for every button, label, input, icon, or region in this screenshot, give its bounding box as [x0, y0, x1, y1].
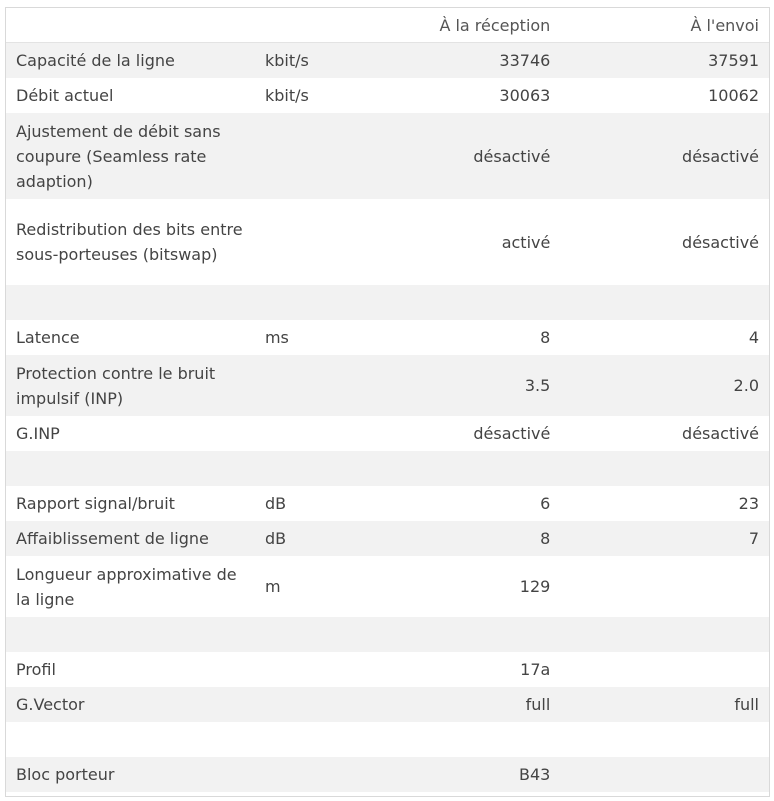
table-row: [6, 757, 769, 792]
row-label: Redistribution des bits entre sous-porteuses (bitswap): [6, 199, 255, 285]
row-unit: [255, 285, 366, 320]
row-envoi-value: désactivé: [560, 113, 769, 199]
row-reception-value: [366, 722, 561, 757]
spacer-row: [6, 285, 769, 320]
row-unit: [255, 687, 366, 722]
row-unit: [255, 617, 366, 652]
row-unit: dB: [255, 521, 366, 556]
header-envoi: À l'envoi: [560, 8, 769, 43]
row-unit: [255, 355, 366, 416]
row-label: [6, 617, 255, 652]
row-envoi-value: 7: [560, 521, 769, 556]
row-unit: [255, 113, 366, 199]
header-unit: [255, 8, 366, 43]
table-row: [6, 652, 769, 687]
row-label: Protection contre le bruit impulsif (INP): [6, 355, 255, 416]
table-row: [6, 416, 769, 451]
table-row: [6, 78, 769, 113]
row-envoi-value: désactivé: [560, 199, 769, 285]
table-row: [6, 687, 769, 722]
row-unit: [255, 416, 366, 451]
table-header-row: [6, 8, 769, 43]
row-reception-value: full: [366, 687, 561, 722]
row-reception-value: [366, 451, 561, 486]
row-unit: ms: [255, 320, 366, 355]
row-envoi-value: [560, 285, 769, 320]
header-label: [6, 8, 255, 43]
row-envoi-value: full: [560, 687, 769, 722]
row-unit: [255, 451, 366, 486]
row-label: Débit actuel: [6, 78, 255, 113]
row-label: Longueur approximative de la ligne: [6, 556, 255, 617]
row-unit: [255, 757, 366, 792]
table-row: [6, 199, 769, 285]
row-label: Latence: [6, 320, 255, 355]
row-unit: [255, 199, 366, 285]
row-label: Capacité de la ligne: [6, 43, 255, 79]
row-envoi-value: [560, 556, 769, 617]
row-envoi-value: [560, 652, 769, 687]
row-envoi-value: désactivé: [560, 416, 769, 451]
row-envoi-value: [560, 757, 769, 792]
row-reception-value: 17a: [366, 652, 561, 687]
row-reception-value: désactivé: [366, 113, 561, 199]
row-label: [6, 722, 255, 757]
table-row: [6, 556, 769, 617]
dsl-info-table: [6, 8, 769, 792]
row-unit: [255, 652, 366, 687]
row-envoi-value: 2.0: [560, 355, 769, 416]
spacer-row: [6, 451, 769, 486]
row-envoi-value: 4: [560, 320, 769, 355]
row-label: Affaiblissement de ligne: [6, 521, 255, 556]
row-label: [6, 285, 255, 320]
row-label: Profil: [6, 652, 255, 687]
row-unit: [255, 722, 366, 757]
row-unit: kbit/s: [255, 43, 366, 79]
table-row: [6, 355, 769, 416]
row-envoi-value: 37591: [560, 43, 769, 79]
row-label: Bloc porteur: [6, 757, 255, 792]
row-unit: kbit/s: [255, 78, 366, 113]
row-envoi-value: [560, 722, 769, 757]
row-reception-value: 33746: [366, 43, 561, 79]
spacer-row: [6, 722, 769, 757]
row-reception-value: désactivé: [366, 416, 561, 451]
row-reception-value: 3.5: [366, 355, 561, 416]
table-row: [6, 320, 769, 355]
header-reception: À la réception: [366, 8, 561, 43]
row-unit: dB: [255, 486, 366, 521]
table-row: [6, 486, 769, 521]
row-label: G.Vector: [6, 687, 255, 722]
row-reception-value: 6: [366, 486, 561, 521]
row-envoi-value: 23: [560, 486, 769, 521]
row-reception-value: 8: [366, 521, 561, 556]
row-label: [6, 451, 255, 486]
row-envoi-value: [560, 451, 769, 486]
row-label: G.INP: [6, 416, 255, 451]
spacer-row: [6, 617, 769, 652]
row-reception-value: 30063: [366, 78, 561, 113]
table-row: [6, 521, 769, 556]
row-label: Rapport signal/bruit: [6, 486, 255, 521]
row-label: Ajustement de débit sans coupure (Seamless rate adaption): [6, 113, 255, 199]
row-reception-value: [366, 617, 561, 652]
row-reception-value: [366, 285, 561, 320]
table-row: [6, 113, 769, 199]
dsl-info-table-container: [5, 7, 770, 797]
row-unit: m: [255, 556, 366, 617]
row-reception-value: activé: [366, 199, 561, 285]
table-row: [6, 43, 769, 79]
row-envoi-value: [560, 617, 769, 652]
row-reception-value: B43: [366, 757, 561, 792]
row-reception-value: 8: [366, 320, 561, 355]
row-reception-value: 129: [366, 556, 561, 617]
row-envoi-value: 10062: [560, 78, 769, 113]
